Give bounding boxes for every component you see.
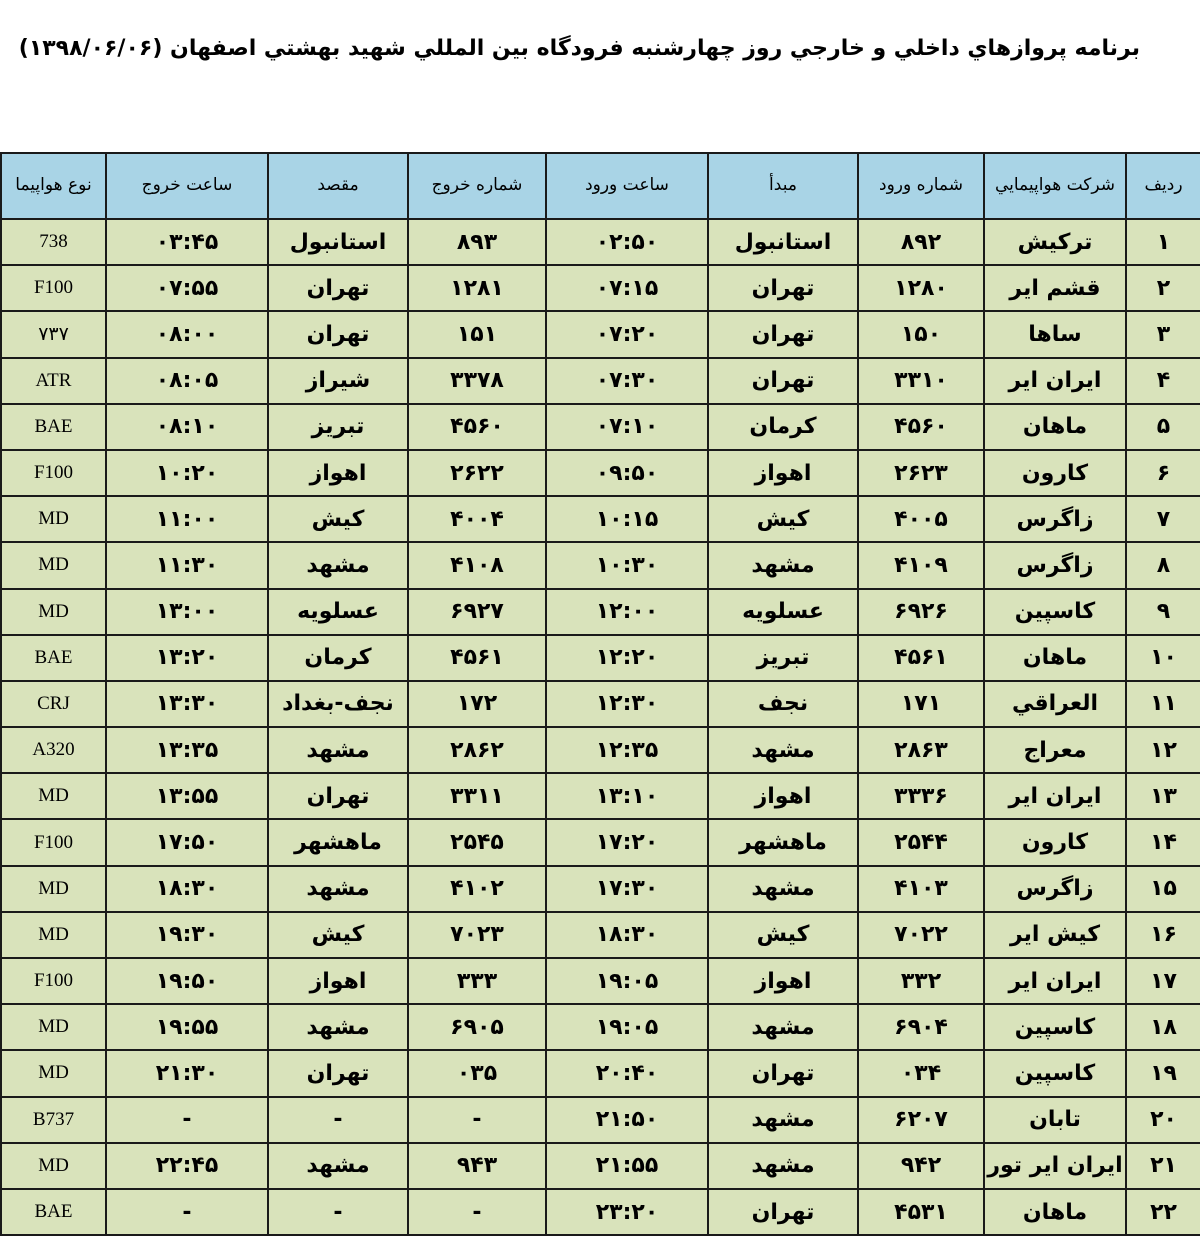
cell-row-number: ۱۴ <box>1126 819 1200 865</box>
cell-row-number: ۱۰ <box>1126 635 1200 681</box>
cell-arrival-number: ۹۴۲ <box>858 1143 984 1189</box>
cell-destination: تهران <box>268 265 408 311</box>
cell-origin: اهواز <box>708 450 858 496</box>
cell-aircraft-type: ۷۳۷ <box>1 311 106 357</box>
cell-arrival-time: ۱۷:۲۰ <box>546 819 708 865</box>
cell-aircraft-type: MD <box>1 1004 106 1050</box>
table-row <box>1 589 1200 635</box>
cell-origin: تهران <box>708 1050 858 1096</box>
table-row <box>1 958 1200 1004</box>
cell-departure-time: ۱۳:۲۰ <box>106 635 268 681</box>
cell-arrival-time: ۱۰:۳۰ <box>546 542 708 588</box>
cell-departure-time: ۱۳:۰۰ <box>106 589 268 635</box>
cell-origin: كيش <box>708 496 858 542</box>
cell-departure-time: ۱۹:۵۵ <box>106 1004 268 1050</box>
cell-destination: تبريز <box>268 404 408 450</box>
header-departure-time: ساعت خروج <box>106 153 268 219</box>
cell-departure-time: ۱۰:۲۰ <box>106 450 268 496</box>
cell-destination: اهواز <box>268 958 408 1004</box>
cell-row-number: ۱ <box>1126 219 1200 265</box>
cell-airline: ماهان <box>984 635 1126 681</box>
cell-origin: مشهد <box>708 1097 858 1143</box>
table-row <box>1 773 1200 819</box>
cell-airline: ايران اير <box>984 958 1126 1004</box>
cell-destination: اهواز <box>268 450 408 496</box>
cell-aircraft-type: BAE <box>1 404 106 450</box>
cell-airline: كارون <box>984 450 1126 496</box>
cell-airline: قشم اير <box>984 265 1126 311</box>
cell-aircraft-type: F100 <box>1 958 106 1004</box>
cell-arrival-number: ۸۹۲ <box>858 219 984 265</box>
cell-airline: معراج <box>984 727 1126 773</box>
cell-airline: تابان <box>984 1097 1126 1143</box>
cell-arrival-number: ۰۳۴ <box>858 1050 984 1096</box>
cell-origin: مشهد <box>708 542 858 588</box>
cell-departure-number: ۲۵۴۵ <box>408 819 546 865</box>
cell-airline: ساها <box>984 311 1126 357</box>
cell-destination: تهران <box>268 773 408 819</box>
cell-departure-number: ۳۳۱۱ <box>408 773 546 819</box>
cell-origin: مشهد <box>708 1004 858 1050</box>
cell-departure-time: ۱۹:۳۰ <box>106 912 268 958</box>
table-body <box>1 219 1200 1235</box>
cell-airline: زاگرس <box>984 496 1126 542</box>
cell-arrival-number: ۱۲۸۰ <box>858 265 984 311</box>
cell-origin: نجف <box>708 681 858 727</box>
cell-destination: - <box>268 1097 408 1143</box>
cell-departure-number: ۱۲۸۱ <box>408 265 546 311</box>
table-row <box>1 635 1200 681</box>
cell-departure-time: - <box>106 1097 268 1143</box>
cell-destination: شيراز <box>268 358 408 404</box>
cell-aircraft-type: MD <box>1 912 106 958</box>
cell-aircraft-type: 738 <box>1 219 106 265</box>
table-row <box>1 1004 1200 1050</box>
cell-destination: كيش <box>268 912 408 958</box>
cell-origin: استانبول <box>708 219 858 265</box>
cell-origin: ماهشهر <box>708 819 858 865</box>
cell-arrival-number: ۱۷۱ <box>858 681 984 727</box>
cell-departure-time: ۱۷:۵۰ <box>106 819 268 865</box>
cell-departure-time: ۰۳:۴۵ <box>106 219 268 265</box>
cell-arrival-time: ۱۹:۰۵ <box>546 958 708 1004</box>
cell-row-number: ۱۹ <box>1126 1050 1200 1096</box>
cell-origin: تهران <box>708 358 858 404</box>
header-row-number: رديف <box>1126 153 1200 219</box>
cell-airline: كاسپين <box>984 589 1126 635</box>
cell-row-number: ۶ <box>1126 450 1200 496</box>
cell-aircraft-type: BAE <box>1 635 106 681</box>
cell-destination: - <box>268 1189 408 1235</box>
flight-schedule-table <box>0 152 1200 1236</box>
cell-row-number: ۹ <box>1126 589 1200 635</box>
cell-destination: مشهد <box>268 1143 408 1189</box>
header-destination: مقصد <box>268 153 408 219</box>
cell-origin: اهواز <box>708 773 858 819</box>
cell-departure-number: ۰۳۵ <box>408 1050 546 1096</box>
cell-aircraft-type: MD <box>1 496 106 542</box>
cell-origin: عسلويه <box>708 589 858 635</box>
cell-arrival-number: ۶۹۰۴ <box>858 1004 984 1050</box>
cell-departure-time: ۲۱:۳۰ <box>106 1050 268 1096</box>
cell-row-number: ۱۸ <box>1126 1004 1200 1050</box>
cell-arrival-number: ۳۳۳۶ <box>858 773 984 819</box>
cell-departure-number: ۳۳۳ <box>408 958 546 1004</box>
table-row <box>1 1097 1200 1143</box>
cell-arrival-time: ۰۷:۱۵ <box>546 265 708 311</box>
header-origin: مبدأ <box>708 153 858 219</box>
cell-airline: زاگرس <box>984 542 1126 588</box>
cell-row-number: ۵ <box>1126 404 1200 450</box>
cell-destination: مشهد <box>268 727 408 773</box>
cell-aircraft-type: A320 <box>1 727 106 773</box>
cell-row-number: ۱۳ <box>1126 773 1200 819</box>
table-row <box>1 1050 1200 1096</box>
cell-destination: مشهد <box>268 1004 408 1050</box>
cell-departure-number: ۴۵۶۰ <box>408 404 546 450</box>
cell-row-number: ۸ <box>1126 542 1200 588</box>
cell-arrival-time: ۱۲:۳۵ <box>546 727 708 773</box>
header-arrival-number: شماره ورود <box>858 153 984 219</box>
cell-arrival-number: ۴۵۶۰ <box>858 404 984 450</box>
cell-departure-time: ۰۷:۵۵ <box>106 265 268 311</box>
table-row <box>1 265 1200 311</box>
cell-aircraft-type: MD <box>1 773 106 819</box>
cell-row-number: ۲ <box>1126 265 1200 311</box>
cell-departure-time: ۰۸:۰۵ <box>106 358 268 404</box>
cell-arrival-time: ۱۰:۱۵ <box>546 496 708 542</box>
cell-departure-number: ۹۴۳ <box>408 1143 546 1189</box>
cell-arrival-time: ۲۱:۵۵ <box>546 1143 708 1189</box>
cell-arrival-time: ۰۷:۳۰ <box>546 358 708 404</box>
table-row <box>1 1189 1200 1235</box>
table-row <box>1 450 1200 496</box>
cell-origin: مشهد <box>708 866 858 912</box>
cell-aircraft-type: MD <box>1 866 106 912</box>
cell-aircraft-type: F100 <box>1 265 106 311</box>
page-title: برنامه پروازهاي داخلي و خارجي روز چهارشنبه فرودگاه بين المللي شهيد بهشتي اصفهان (۱۳۹۸/۰۶/۰۶) <box>18 36 1140 61</box>
cell-airline: كيش اير <box>984 912 1126 958</box>
cell-departure-time: ۱۸:۳۰ <box>106 866 268 912</box>
cell-destination: نجف-بغداد <box>268 681 408 727</box>
cell-departure-number: ۶۹۲۷ <box>408 589 546 635</box>
cell-arrival-time: ۱۲:۰۰ <box>546 589 708 635</box>
cell-origin: تهران <box>708 265 858 311</box>
cell-departure-number: ۱۷۲ <box>408 681 546 727</box>
cell-arrival-number: ۴۵۳۱ <box>858 1189 984 1235</box>
cell-airline: زاگرس <box>984 866 1126 912</box>
cell-departure-time: ۱۳:۳۵ <box>106 727 268 773</box>
cell-aircraft-type: ATR <box>1 358 106 404</box>
cell-destination: ماهشهر <box>268 819 408 865</box>
cell-aircraft-type: B737 <box>1 1097 106 1143</box>
cell-departure-number: - <box>408 1097 546 1143</box>
header-departure-number: شماره خروج <box>408 153 546 219</box>
table-row <box>1 404 1200 450</box>
cell-departure-time: ۱۳:۵۵ <box>106 773 268 819</box>
cell-arrival-time: ۱۲:۲۰ <box>546 635 708 681</box>
cell-row-number: ۲۲ <box>1126 1189 1200 1235</box>
cell-destination: عسلويه <box>268 589 408 635</box>
cell-aircraft-type: MD <box>1 589 106 635</box>
cell-aircraft-type: MD <box>1 1143 106 1189</box>
cell-departure-number: ۲۸۶۲ <box>408 727 546 773</box>
cell-airline: ايران اير تور <box>984 1143 1126 1189</box>
cell-departure-number: ۴۱۰۲ <box>408 866 546 912</box>
cell-aircraft-type: F100 <box>1 819 106 865</box>
cell-destination: استانبول <box>268 219 408 265</box>
cell-destination: كيش <box>268 496 408 542</box>
cell-arrival-time: ۱۹:۰۵ <box>546 1004 708 1050</box>
cell-arrival-number: ۳۳۲ <box>858 958 984 1004</box>
cell-departure-number: - <box>408 1189 546 1235</box>
cell-arrival-time: ۱۳:۱۰ <box>546 773 708 819</box>
cell-arrival-time: ۰۷:۱۰ <box>546 404 708 450</box>
table-row <box>1 311 1200 357</box>
cell-airline: ايران اير <box>984 358 1126 404</box>
cell-departure-time: ۱۱:۰۰ <box>106 496 268 542</box>
cell-departure-number: ۸۹۳ <box>408 219 546 265</box>
header-arrival-time: ساعت ورود <box>546 153 708 219</box>
cell-origin: تبريز <box>708 635 858 681</box>
table-row <box>1 1143 1200 1189</box>
cell-arrival-number: ۲۵۴۴ <box>858 819 984 865</box>
cell-arrival-time: ۰۹:۵۰ <box>546 450 708 496</box>
cell-arrival-number: ۴۱۰۹ <box>858 542 984 588</box>
cell-departure-time: ۱۹:۵۰ <box>106 958 268 1004</box>
table-row <box>1 681 1200 727</box>
cell-row-number: ۳ <box>1126 311 1200 357</box>
table-row <box>1 912 1200 958</box>
header-row <box>1 153 1200 219</box>
header-airline: شركت هواپيمايي <box>984 153 1126 219</box>
cell-airline: كاسپين <box>984 1050 1126 1096</box>
cell-destination: كرمان <box>268 635 408 681</box>
cell-arrival-number: ۲۸۶۳ <box>858 727 984 773</box>
cell-row-number: ۲۰ <box>1126 1097 1200 1143</box>
cell-origin: تهران <box>708 311 858 357</box>
cell-arrival-number: ۴۱۰۳ <box>858 866 984 912</box>
cell-airline: ماهان <box>984 404 1126 450</box>
table-row <box>1 866 1200 912</box>
cell-origin: كيش <box>708 912 858 958</box>
cell-airline: كاسپين <box>984 1004 1126 1050</box>
cell-aircraft-type: F100 <box>1 450 106 496</box>
cell-departure-number: ۴۰۰۴ <box>408 496 546 542</box>
cell-row-number: ۱۶ <box>1126 912 1200 958</box>
cell-destination: مشهد <box>268 542 408 588</box>
table-row <box>1 496 1200 542</box>
cell-departure-time: ۱۱:۳۰ <box>106 542 268 588</box>
cell-arrival-number: ۶۹۲۶ <box>858 589 984 635</box>
table-row <box>1 542 1200 588</box>
cell-departure-number: ۳۳۷۸ <box>408 358 546 404</box>
cell-airline: ماهان <box>984 1189 1126 1235</box>
cell-row-number: ۱۵ <box>1126 866 1200 912</box>
table-row <box>1 358 1200 404</box>
cell-aircraft-type: BAE <box>1 1189 106 1235</box>
cell-departure-number: ۷۰۲۳ <box>408 912 546 958</box>
cell-origin: كرمان <box>708 404 858 450</box>
cell-arrival-time: ۰۷:۲۰ <box>546 311 708 357</box>
table-row <box>1 219 1200 265</box>
cell-arrival-number: ۳۳۱۰ <box>858 358 984 404</box>
cell-departure-number: ۲۶۲۲ <box>408 450 546 496</box>
cell-origin: مشهد <box>708 727 858 773</box>
cell-arrival-number: ۲۶۲۳ <box>858 450 984 496</box>
cell-departure-number: ۱۵۱ <box>408 311 546 357</box>
cell-departure-time: ۱۳:۳۰ <box>106 681 268 727</box>
cell-destination: تهران <box>268 311 408 357</box>
cell-arrival-time: ۲۰:۴۰ <box>546 1050 708 1096</box>
cell-departure-number: ۴۱۰۸ <box>408 542 546 588</box>
cell-row-number: ۴ <box>1126 358 1200 404</box>
cell-arrival-time: ۲۳:۲۰ <box>546 1189 708 1235</box>
cell-arrival-time: ۱۲:۳۰ <box>546 681 708 727</box>
cell-aircraft-type: CRJ <box>1 681 106 727</box>
cell-origin: تهران <box>708 1189 858 1235</box>
cell-row-number: ۷ <box>1126 496 1200 542</box>
cell-arrival-number: ۷۰۲۲ <box>858 912 984 958</box>
cell-arrival-number: ۱۵۰ <box>858 311 984 357</box>
cell-departure-time: ۰۸:۱۰ <box>106 404 268 450</box>
cell-airline: تركيش <box>984 219 1126 265</box>
cell-airline: ايران اير <box>984 773 1126 819</box>
cell-row-number: ۱۲ <box>1126 727 1200 773</box>
cell-departure-number: ۶۹۰۵ <box>408 1004 546 1050</box>
cell-arrival-time: ۲۱:۵۰ <box>546 1097 708 1143</box>
cell-arrival-number: ۶۲۰۷ <box>858 1097 984 1143</box>
table-row <box>1 819 1200 865</box>
cell-destination: تهران <box>268 1050 408 1096</box>
cell-arrival-time: ۱۷:۳۰ <box>546 866 708 912</box>
cell-row-number: ۱۱ <box>1126 681 1200 727</box>
cell-departure-time: ۲۲:۴۵ <box>106 1143 268 1189</box>
table-header <box>1 153 1200 219</box>
cell-destination: مشهد <box>268 866 408 912</box>
cell-aircraft-type: MD <box>1 1050 106 1096</box>
cell-departure-time: ۰۸:۰۰ <box>106 311 268 357</box>
cell-origin: مشهد <box>708 1143 858 1189</box>
cell-arrival-number: ۴۰۰۵ <box>858 496 984 542</box>
cell-airline: العراقي <box>984 681 1126 727</box>
cell-aircraft-type: MD <box>1 542 106 588</box>
cell-origin: اهواز <box>708 958 858 1004</box>
cell-arrival-number: ۴۵۶۱ <box>858 635 984 681</box>
header-aircraft-type: نوع هواپيما <box>1 153 106 219</box>
cell-row-number: ۲۱ <box>1126 1143 1200 1189</box>
cell-departure-time: - <box>106 1189 268 1235</box>
cell-departure-number: ۴۵۶۱ <box>408 635 546 681</box>
cell-arrival-time: ۱۸:۳۰ <box>546 912 708 958</box>
table-row <box>1 727 1200 773</box>
cell-arrival-time: ۰۲:۵۰ <box>546 219 708 265</box>
cell-airline: كارون <box>984 819 1126 865</box>
cell-row-number: ۱۷ <box>1126 958 1200 1004</box>
